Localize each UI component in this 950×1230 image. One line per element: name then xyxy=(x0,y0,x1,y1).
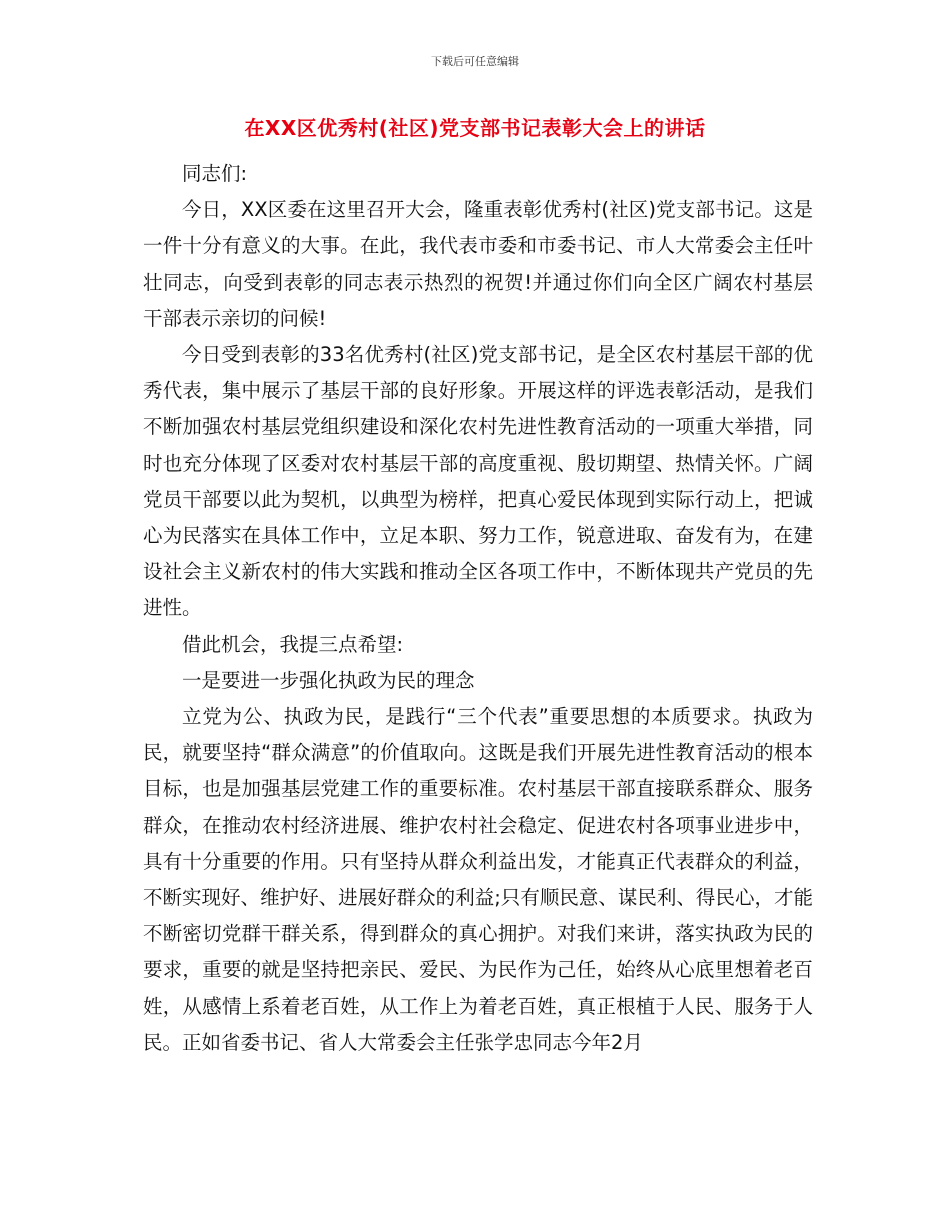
paragraph-commendation: 今日受到表彰的33名优秀村(社区)党支部书记，是全区农村基层干部的优秀代表，集中展示了基层干部的良好形象。开展这样的评选表彰活动，是我们不断加强农村基层党组织建设和深化农村先进性教育活动的一项重大举措，同时也充分体现了区委对农村基层干部的高度重视、殷切期望、热情关怀。广阔党员干部要以此为契机，以典型为榜样，把真心爱民体现到实际行动上，把诚心为民落实在具体工作中，立足本职、努力工作，锐意进取、奋发有为，在建设社会主义新农村的伟大实践和推动全区各项工作中，不断体现共产党员的先进性。 xyxy=(143,343,813,620)
paragraph-section-1: 立党为公、执政为民，是践行“三个代表”重要思想的本质要求。执政为民，就要坚持“群众满意”的价值取向。这既是我们开展先进性教育活动的根本目标，也是加强基层党建工作的重要标准。农村基层干部直接联系群众、服务群众，在推动农村经济进展、维护农村社会稳定、促进农村各项事业进步中，具有十分重要的作用。只有坚持从群众利益出发，才能真正代表群众的利益，不断实现好、维护好、进展好群众的利益;只有顺民意、谋民利、得民心，才能不断密切党群干群关系，得到群众的真心拥护。对我们来讲，落实执政为民的要求，重要的就是坚持把亲民、爱民、为民作为己任，始终从心底里想着老百姓，从感情上系着老百姓，从工作上为着老百姓，真正根植于人民、服务于人民。正如省委书记、省人大常委会主任张学忠同志今年2月 xyxy=(143,705,813,1054)
paragraph-hopes-intro: 借此机会，我提三点希望: xyxy=(182,632,404,656)
paragraph-opening: 今日，XX区委在这里召开大会，隆重表彰优秀村(社区)党支部书记。这是一件十分有意义的大事。在此，我代表市委和市委书记、市人大常委会主任叶壮同志，向受到表彰的同志表示热烈的祝贺!并通过你们向全区广阔农村基层干部表示亲切的问候! xyxy=(143,198,813,330)
section-heading-1: 一是要进一步强化执政为民的理念 xyxy=(182,668,475,692)
document-body xyxy=(143,156,813,1061)
download-note: 下载后可任意编辑 xyxy=(431,55,519,68)
salutation: 同志们: xyxy=(182,162,248,185)
document-title: 在XX区优秀村(社区)党支部书记表彰大会上的讲话 xyxy=(244,116,706,140)
